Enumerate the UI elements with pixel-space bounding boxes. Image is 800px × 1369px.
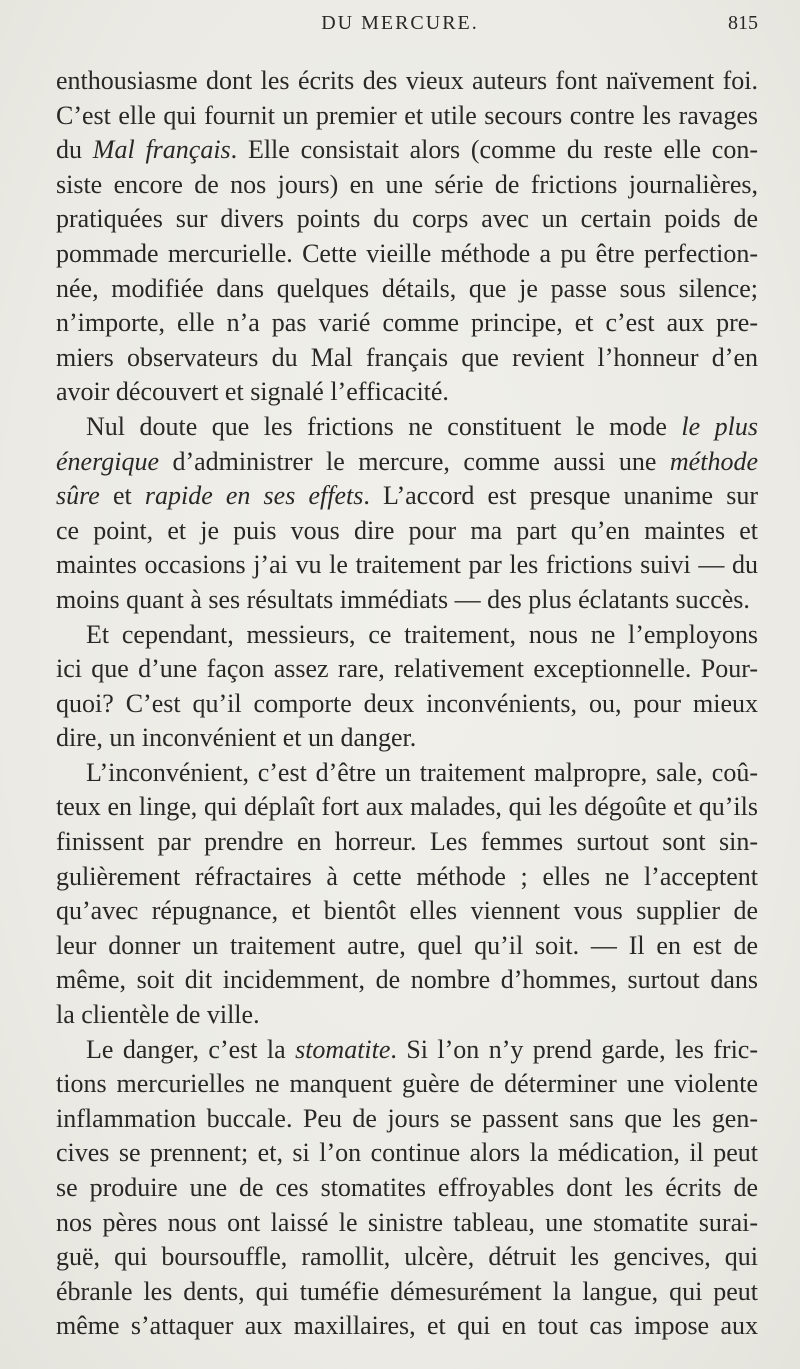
- italic-text: énergique: [56, 446, 159, 476]
- text-line: [56, 99, 758, 134]
- text-line: [56, 756, 758, 791]
- text-segment: du: [56, 135, 93, 165]
- text-segment: qu’avec répugnance, et bientôt elles viennent vous supplier de: [56, 896, 758, 926]
- text-segment: tions mercurielles ne manquent guère de déterminer une violente: [56, 1069, 758, 1099]
- page-header: [0, 12, 800, 52]
- text-line: [56, 237, 758, 272]
- text-line: [56, 1206, 758, 1241]
- text-segment: siste encore de nos jours) en une série de frictions journalières,: [56, 169, 758, 199]
- text-segment: teux en linge, qui déplaît fort aux malades, qui les dégoûte et qu’ils: [56, 792, 758, 822]
- text-line: [56, 168, 758, 203]
- text-line: [56, 514, 758, 549]
- text-line: [56, 825, 758, 860]
- text-line: [56, 1171, 758, 1206]
- text-segment: maintes occasions j’ai vu le traitement par les frictions suivi — du: [56, 550, 758, 580]
- text-segment: leur donner un traitement autre, quel qu’il soit. — Il en est de: [56, 930, 758, 960]
- text-segment: d’administrer le mercure, comme aussi une: [159, 446, 670, 476]
- text-segment: inflammation buccale. Peu de jours se passent sans que les gen-: [56, 1103, 758, 1133]
- text-line: [56, 1309, 758, 1344]
- text-segment: C’est elle qui fournit un premier et utile secours contre les ravages: [56, 100, 758, 130]
- text-line: [56, 929, 758, 964]
- text-segment: et: [99, 481, 145, 511]
- text-segment: pratiquées sur divers points du corps avec un certain poids de: [56, 204, 758, 234]
- text-segment: gulièrement réfractaires à cette méthode ; elles ne l’acceptent: [56, 861, 758, 891]
- text-segment: se produire une de ces stomatites effroyables dont les écrits de: [56, 1173, 758, 1202]
- text-line: [56, 860, 758, 895]
- text-line: [56, 894, 758, 929]
- text-line: [56, 1067, 758, 1102]
- text-segment: ce point, et je puis vous dire pour ma part qu’en maintes et: [56, 515, 758, 545]
- text-segment: avoir découvert et signalé l’efficacité.: [56, 377, 449, 407]
- text-line: [56, 445, 758, 480]
- text-line: [56, 548, 758, 583]
- text-segment: guë, qui boursouffle, ramollit, ulcère, détruit les gencives, qui: [56, 1242, 758, 1272]
- text-line: [56, 652, 758, 687]
- running-head: DU MERCURE.: [321, 12, 479, 34]
- italic-text: rapide en ses effets: [144, 481, 364, 511]
- text-segment: Nul doute que les frictions ne constituent le mode: [86, 411, 682, 441]
- text-line: [56, 133, 758, 168]
- text-segment: née, modifiée dans quelques détails, que je passe sous silence;: [56, 273, 758, 303]
- page-number: 815: [728, 12, 758, 34]
- text-line: [56, 64, 758, 99]
- body-text: [56, 64, 758, 1344]
- text-line: [56, 687, 758, 722]
- italic-text: stomatite: [295, 1034, 391, 1064]
- text-line: [56, 341, 758, 376]
- text-segment: finissent par prendre en horreur. Les femmes surtout sont sin-: [56, 827, 758, 857]
- text-segment: Le danger, c’est la: [86, 1034, 296, 1064]
- text-line: [56, 1240, 758, 1275]
- text-segment: miers observateurs du Mal français que revient l’honneur d’en: [56, 342, 758, 372]
- text-line: [56, 1033, 758, 1068]
- text-segment: même, soit dit incidemment, de nombre d’hommes, surtout dans: [56, 965, 758, 995]
- text-line: [56, 618, 758, 653]
- text-line: [56, 375, 758, 410]
- text-line: [56, 1275, 758, 1310]
- text-segment: même s’attaquer aux maxillaires, et qui en tout cas impose aux: [56, 1311, 758, 1341]
- text-segment: ici que d’une façon assez rare, relativement exceptionnelle. Pour-: [56, 654, 758, 684]
- text-segment: enthousiasme dont les écrits des vieux auteurs font naïvement foi.: [56, 66, 758, 95]
- text-line: [56, 721, 758, 756]
- text-segment: . Si l’on n’y prend garde, les fric-: [390, 1034, 759, 1064]
- text-segment: L’inconvénient, c’est d’être un traitement malpropre, sale, coû-: [86, 757, 758, 787]
- text-segment: ébranle les dents, qui tuméfie démesurément la langue, qui peut: [56, 1276, 758, 1306]
- text-line: [56, 1136, 758, 1171]
- text-segment: dire, un inconvénient et un danger.: [56, 723, 417, 753]
- text-segment: pommade mercurielle. Cette vieille méthode a pu être perfection-: [56, 238, 758, 268]
- text-line: [56, 998, 758, 1033]
- text-line: [56, 583, 758, 618]
- text-segment: Et cependant, messieurs, ce traitement, nous ne l’employons: [86, 619, 758, 649]
- text-segment: cives se prennent; et, si l’on continue alors la médication, il peut: [56, 1138, 758, 1168]
- text-line: [56, 306, 758, 341]
- italic-text: méthode: [669, 446, 758, 476]
- italic-text: Mal français: [92, 135, 231, 165]
- text-segment: nos pères nous ont laissé le sinistre tableau, une stomatite surai-: [56, 1207, 758, 1237]
- text-line: [56, 479, 758, 514]
- text-line: [56, 1102, 758, 1137]
- text-segment: moins quant à ses résultats immédiats — des plus éclatants succès.: [56, 584, 750, 614]
- text-line: [56, 790, 758, 825]
- text-segment: n’importe, elle n’a pas varié comme principe, et c’est aux pre-: [56, 308, 758, 338]
- italic-text: le plus: [681, 411, 759, 441]
- text-segment: . L’accord est presque unanime sur: [363, 481, 758, 511]
- text-line: [56, 202, 758, 237]
- text-line: [56, 272, 758, 307]
- text-segment: . Elle consistait alors (comme du reste elle con-: [230, 135, 758, 165]
- text-segment: la clientèle de ville.: [56, 1000, 260, 1030]
- italic-text: sûre: [56, 481, 100, 511]
- text-segment: quoi? C’est qu’il comporte deux inconvénients, ou, pour mieux: [56, 688, 758, 718]
- text-line: [56, 963, 758, 998]
- text-line: [56, 410, 758, 445]
